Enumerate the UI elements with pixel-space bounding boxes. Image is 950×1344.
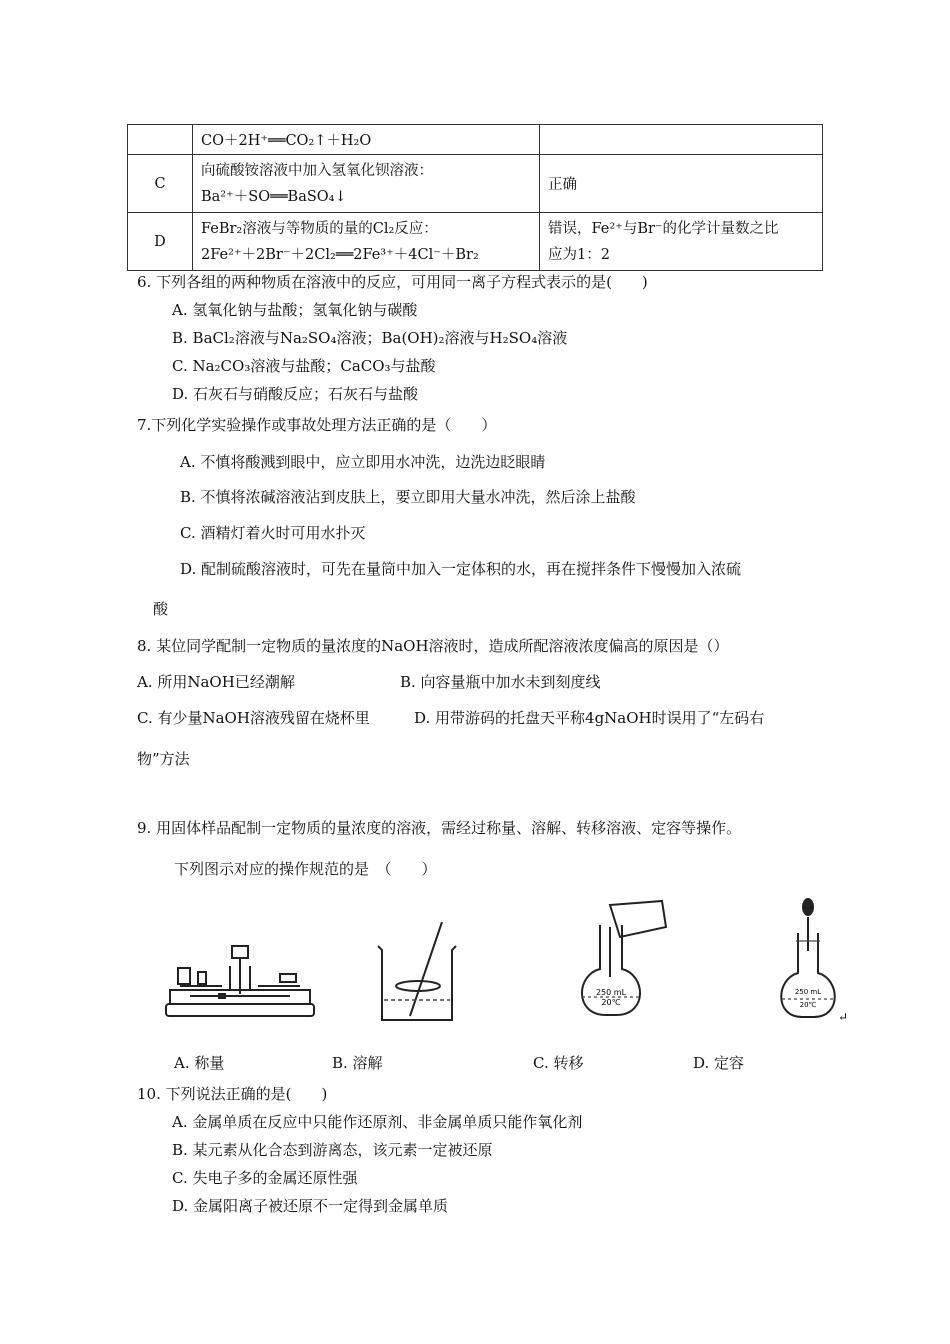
row-label: D — [128, 213, 193, 271]
balance-figure — [160, 938, 320, 1023]
flask-temperature-label: 20℃ — [601, 998, 621, 1007]
question-8-option-c: C. 有少量NaOH溶液残留在烧杯里 — [137, 709, 370, 727]
evaluation-line: 错误，Fe²⁺与Br⁻的化学计量数之比 — [548, 220, 779, 237]
question-9-option-a: A. 称量 — [174, 1054, 225, 1072]
question-9-option-d: D. 定容 — [693, 1054, 745, 1072]
row-description: FeBr₂溶液与等物质的量的Cl₂反应： — [201, 220, 438, 237]
question-9-stem: 9. 用固体样品配制一定物质的量浓度的溶液，需经过称量、溶解、转移溶液、定容等操作。 — [137, 819, 742, 837]
evaluation-line: 应为1：2 — [548, 246, 610, 263]
question-8-option-a: A. 所用NaOH已经潮解 — [137, 673, 295, 691]
transfer-figure — [570, 897, 680, 1019]
question-7-stem: 7.下列化学实验操作或事故处理方法正确的是（ ） — [137, 416, 497, 434]
question-10-option-d: D. 金属阳离子被还原不一定得到金属单质 — [172, 1197, 449, 1215]
row-label: C — [128, 155, 193, 213]
row-evaluation — [540, 213, 823, 271]
question-8-option-d-cont: 物”方法 — [137, 750, 190, 768]
fill-to-mark-figure — [770, 893, 850, 1021]
beaker-figure — [372, 918, 462, 1028]
question-8-option-b: B. 向容量瓶中加水未到刻度线 — [400, 673, 601, 691]
question-10-stem: 10. 下列说法正确的是( ) — [137, 1085, 328, 1103]
question-6-stem: 6. 下列各组的两种物质在溶液中的反应，可用同一离子方程式表示的是( ) — [137, 273, 648, 291]
question-9-option-b: B. 溶解 — [332, 1054, 383, 1072]
question-10-option-c: C. 失电子多的金属还原性强 — [172, 1169, 358, 1187]
row-label — [128, 125, 193, 155]
row-evaluation — [540, 125, 823, 155]
question-10-option-a: A. 金属单质在反应中只能作还原剂、非金属单质只能作氧化剂 — [172, 1113, 583, 1131]
question-9-option-c: C. 转移 — [533, 1054, 584, 1072]
answer-table — [127, 124, 823, 271]
table-row — [128, 155, 823, 213]
question-7-option-b: B. 不慎将浓碱溶液沾到皮肤上，要立即用大量水冲洗，然后涂上盐酸 — [180, 488, 636, 506]
question-7-option-d: D. 配制硫酸溶液时，可先在量筒中加入一定体积的水，再在搅拌条件下慢慢加入浓硫 — [180, 560, 742, 578]
return-mark-icon: ↵ — [838, 1010, 849, 1024]
flask-volume-label: 250 mL — [595, 988, 627, 997]
question-8-stem: 8. 某位同学配制一定物质的量浓度的NaOH溶液时，造成所配溶液浓度偏高的原因是（） — [137, 637, 729, 655]
question-6-option-a: A. 氢氧化钠与盐酸；氢氧化钠与碳酸 — [172, 301, 418, 319]
row-evaluation: 正确 — [540, 155, 823, 213]
question-6-option-b: B. BaCl₂溶液与Na₂SO₄溶液；Ba(OH)₂溶液与H₂SO₄溶液 — [172, 329, 568, 347]
flask-volume-label: 250 mL — [794, 988, 822, 996]
flask-temperature-label: 20℃ — [799, 1001, 817, 1009]
row-content — [193, 213, 540, 271]
row-equation: CO＋2H⁺══CO₂↑＋H₂O — [193, 125, 540, 155]
question-7-option-c: C. 酒精灯着火时可用水扑灭 — [180, 524, 366, 542]
row-equation: 2Fe²⁺＋2Br⁻＋2Cl₂══2Fe³⁺＋4Cl⁻＋Br₂ — [201, 246, 479, 263]
question-8-option-d: D. 用带游码的托盘天平称4gNaOH时误用了“左码右 — [414, 709, 765, 727]
question-6-option-d: D. 石灰石与硝酸反应；石灰石与盐酸 — [172, 385, 419, 403]
question-7-option-a: A. 不慎将酸溅到眼中，应立即用水冲洗，边洗边眨眼睛 — [180, 453, 546, 471]
table-row — [128, 125, 823, 155]
row-equation: Ba²⁺＋SO══BaSO₄↓ — [201, 188, 347, 205]
question-6-option-c: C. Na₂CO₃溶液与盐酸；CaCO₃与盐酸 — [172, 357, 436, 375]
row-description: 向硫酸铵溶液中加入氢氧化钡溶液： — [201, 162, 433, 179]
table-row — [128, 213, 823, 271]
question-7-option-d-cont: 酸 — [153, 600, 169, 618]
question-10-option-b: B. 某元素从化合态到游离态，该元素一定被还原 — [172, 1141, 493, 1159]
row-content — [193, 155, 540, 213]
question-9-stem-cont: 下列图示对应的操作规范的是 （ ） — [174, 860, 437, 878]
